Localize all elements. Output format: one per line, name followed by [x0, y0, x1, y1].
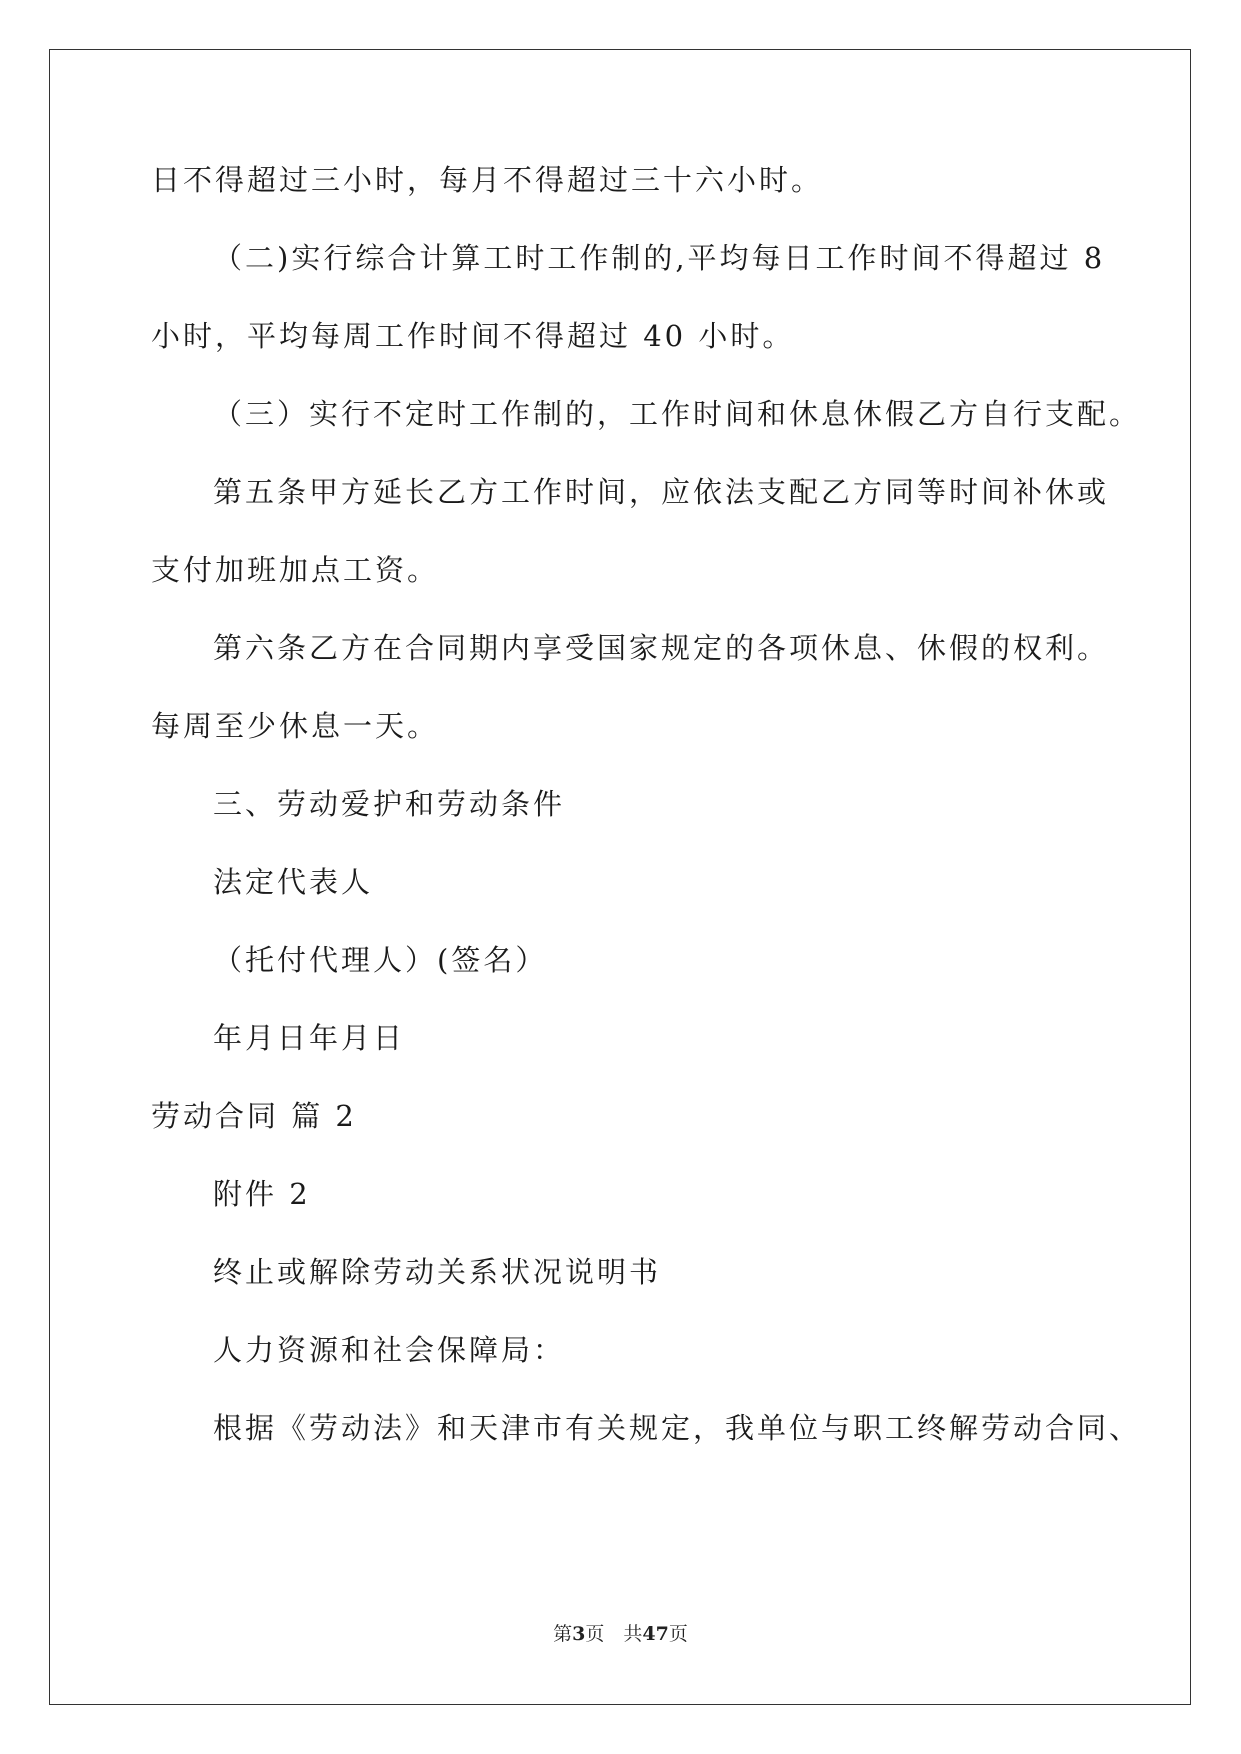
text-line: 第五条甲方延长乙方工作时间，应依法支配乙方同等时间补休或: [213, 475, 1110, 509]
text-line: 小时，平均每周工作时间不得超过 40 小时。: [151, 319, 795, 353]
text-line: 每周至少休息一天。: [151, 709, 440, 743]
text-line: 支付加班加点工资。: [151, 553, 440, 587]
text-line: （三）实行不定时工作制的，工作时间和休息休假乙方自行支配。: [213, 397, 1142, 431]
page-footer: [0, 1620, 1241, 1648]
text-line: 附件 2: [213, 1177, 311, 1211]
text-line: 第六条乙方在合同期内享受国家规定的各项休息、休假的权利。: [213, 631, 1110, 665]
section-heading: 三、劳动爱护和劳动条件: [213, 787, 566, 821]
footer-mid: 页 共: [585, 1623, 643, 1645]
page-number: 3: [572, 1623, 586, 1645]
footer-prefix: 第: [553, 1623, 573, 1645]
text-line: 根据《劳动法》和天津市有关规定，我单位与职工终解劳动合同、: [213, 1411, 1142, 1445]
article-heading: 劳动合同 篇 2: [151, 1099, 357, 1133]
total-pages: 47: [642, 1623, 669, 1645]
text-line: 终止或解除劳动关系状况说明书: [213, 1255, 662, 1289]
text-line: （托付代理人）(签名）: [213, 943, 548, 977]
text-line: 日不得超过三小时，每月不得超过三十六小时。: [151, 163, 824, 197]
text-line: （二)实行综合计算工时工作制的,平均每日工作时间不得超过 8: [213, 241, 1106, 275]
text-line: 年月日年月日: [213, 1021, 406, 1055]
footer-suffix: 页: [668, 1623, 688, 1645]
text-line: 法定代表人: [213, 865, 374, 899]
text-line: 人力资源和社会保障局：: [213, 1333, 566, 1367]
